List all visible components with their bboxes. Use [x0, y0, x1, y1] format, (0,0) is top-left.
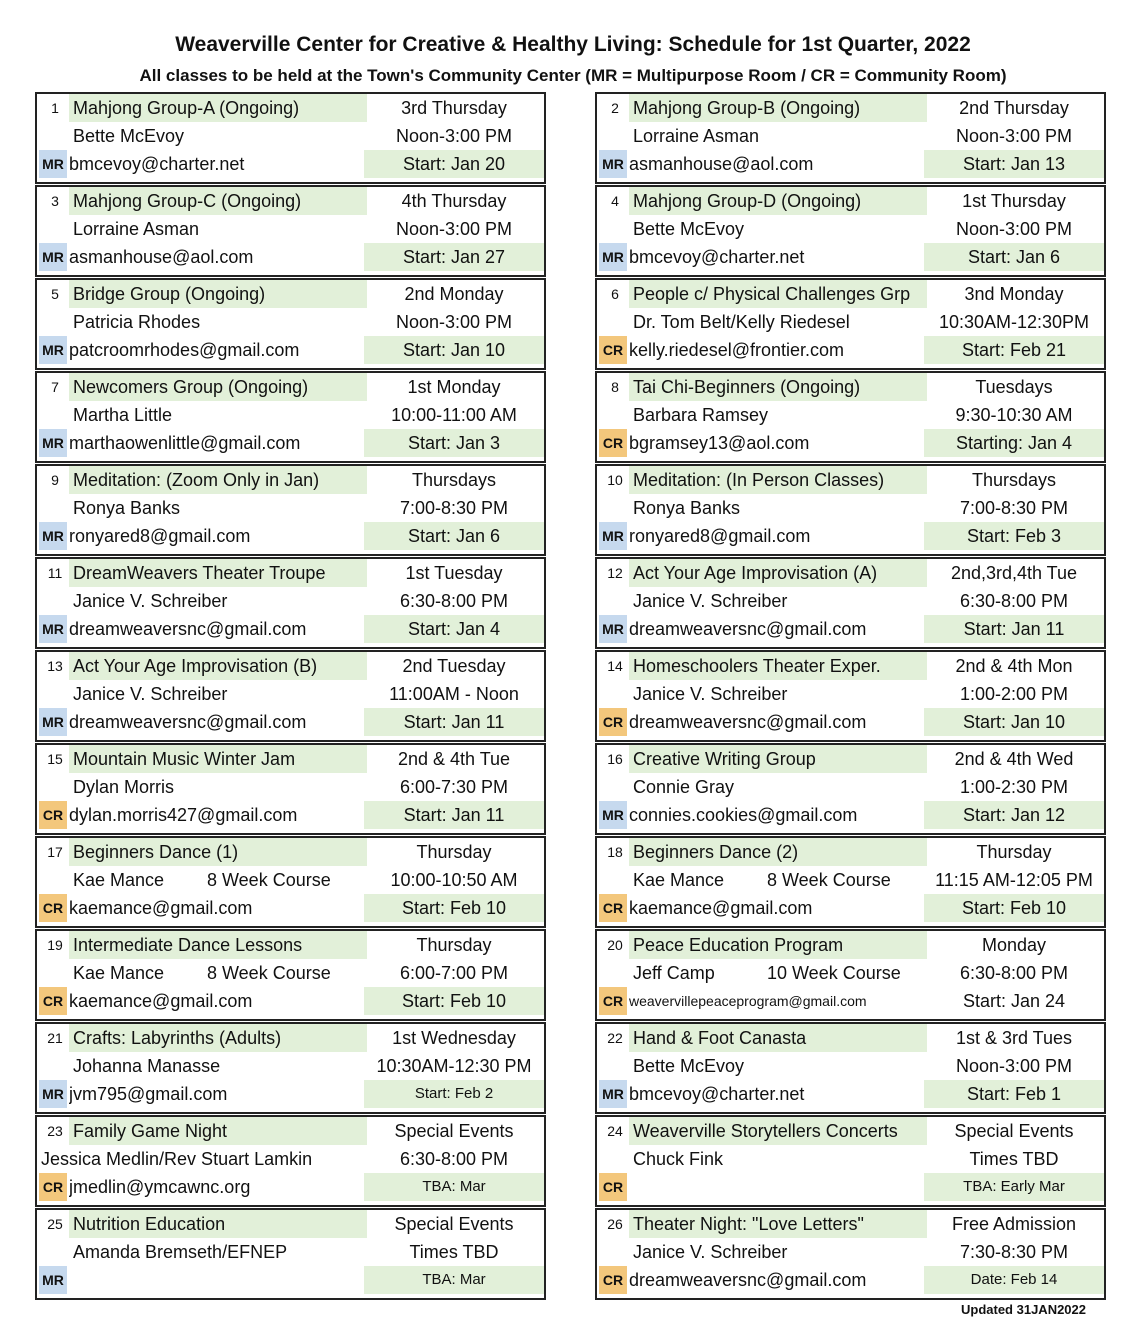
class-card — [35, 650, 546, 742]
start-date: Start: Feb 10 — [924, 894, 1104, 922]
leader-name: Johanna Manasse — [73, 1056, 221, 1076]
contact-email[interactable]: kaemance@gmail.com — [69, 991, 253, 1011]
contact-email[interactable]: asmanhouse@aol.com — [629, 154, 814, 174]
class-day: 3rd Thursday — [401, 98, 507, 118]
class-leader — [629, 1145, 927, 1173]
class-day: Monday — [981, 935, 1047, 955]
course-length: 8 Week Course — [767, 870, 891, 890]
room-badge: MR — [39, 336, 67, 364]
class-time: 6:00-7:30 PM — [399, 777, 509, 797]
class-time: 6:30-8:00 PM — [959, 963, 1069, 983]
class-name: Intermediate Dance Lessons — [69, 931, 367, 959]
class-number: 4 — [611, 193, 619, 209]
class-day: 1st Monday — [407, 377, 501, 397]
room-badge: MR — [599, 1080, 627, 1108]
class-leader — [629, 494, 927, 522]
class-number: 14 — [607, 658, 623, 674]
start-date: Date: Feb 14 — [924, 1266, 1104, 1294]
class-card — [595, 92, 1106, 184]
contact-email[interactable]: connies.cookies@gmail.com — [629, 805, 858, 825]
class-card — [35, 371, 546, 463]
room-badge: CR — [599, 708, 627, 736]
class-day: Tuesdays — [975, 377, 1053, 397]
class-time: 1:00-2:30 PM — [959, 777, 1069, 797]
contact-email[interactable] — [629, 1173, 929, 1201]
class-leader — [69, 587, 367, 615]
class-day: 4th Thursday — [401, 191, 507, 211]
class-card — [35, 1208, 546, 1300]
class-name: People c/ Physical Challenges Grp — [629, 280, 927, 308]
contact-email[interactable]: bmcevoy@charter.net — [69, 154, 245, 174]
class-card — [35, 278, 546, 370]
contact-email[interactable] — [69, 1266, 369, 1294]
class-card — [595, 185, 1106, 277]
class-time: Noon-3:00 PM — [955, 1056, 1073, 1076]
start-date: Start: Feb 2 — [364, 1080, 544, 1108]
room-badge: CR — [39, 1173, 67, 1201]
start-date: Start: Jan 27 — [364, 243, 544, 271]
contact-email[interactable]: dylan.morris427@gmail.com — [69, 805, 298, 825]
start-date: Start: Jan 12 — [924, 801, 1104, 829]
class-card — [595, 1115, 1106, 1207]
class-leader — [69, 308, 367, 336]
leader-name: Amanda Bremseth/EFNEP — [73, 1242, 288, 1262]
start-date: Start: Jan 3 — [364, 429, 544, 457]
class-time: 10:30AM-12:30PM — [938, 312, 1090, 332]
room-badge: MR — [39, 150, 67, 178]
class-leader — [629, 1238, 927, 1266]
class-number: 1 — [51, 100, 59, 116]
class-card — [595, 464, 1106, 556]
class-time: 6:30-8:00 PM — [959, 591, 1069, 611]
class-card — [35, 836, 546, 928]
contact-email[interactable]: jvm795@gmail.com — [69, 1084, 228, 1104]
contact-email[interactable]: ronyared8@gmail.com — [69, 526, 251, 546]
class-day: 2nd & 4th Mon — [955, 656, 1073, 676]
class-leader — [629, 587, 927, 615]
class-day: Special Events — [394, 1214, 514, 1234]
class-leader — [69, 215, 367, 243]
class-name: Act Your Age Improvisation (A) — [629, 559, 927, 587]
class-number: 11 — [47, 565, 63, 581]
leader-name: Jessica Medlin/Rev Stuart Lamkin — [41, 1149, 313, 1169]
class-name: Weaverville Storytellers Concerts — [629, 1117, 927, 1145]
class-number: 22 — [607, 1030, 623, 1046]
class-day: 2nd Thursday — [959, 98, 1069, 118]
room-badge: CR — [599, 1173, 627, 1201]
class-name: Bridge Group (Ongoing) — [69, 280, 367, 308]
class-leader — [69, 959, 367, 987]
class-time: 6:30-8:00 PM — [399, 591, 509, 611]
contact-email[interactable]: dreamweaversnc@gmail.com — [69, 712, 307, 732]
start-date: TBA: Early Mar — [924, 1173, 1104, 1201]
class-card — [595, 1022, 1106, 1114]
class-name: Beginners Dance (2) — [629, 838, 927, 866]
class-number: 21 — [47, 1030, 63, 1046]
contact-email[interactable]: dreamweaversnc@gmail.com — [69, 619, 307, 639]
start-date: Start: Feb 10 — [364, 987, 544, 1015]
start-date: Start: Jan 10 — [364, 336, 544, 364]
class-time: 11:15 AM-12:05 PM — [935, 870, 1093, 890]
class-name: Mahjong Group-A (Ongoing) — [69, 94, 367, 122]
class-name: Meditation: (In Person Classes) — [629, 466, 927, 494]
class-time: 10:00-10:50 AM — [390, 870, 518, 890]
start-date: Starting: Jan 4 — [924, 429, 1104, 457]
class-name: Homeschoolers Theater Exper. — [629, 652, 927, 680]
class-name: Act Your Age Improvisation (B) — [69, 652, 367, 680]
room-badge: MR — [39, 708, 67, 736]
start-date: Start: Feb 1 — [924, 1080, 1104, 1108]
leader-name: Bette McEvoy — [73, 126, 185, 146]
class-card — [595, 278, 1106, 370]
leader-name: Bette McEvoy — [633, 1056, 745, 1076]
class-name: Meditation: (Zoom Only in Jan) — [69, 466, 367, 494]
contact-email[interactable]: marthaowenlittle@gmail.com — [69, 433, 301, 453]
class-number: 10 — [607, 472, 623, 488]
class-number: 15 — [47, 751, 63, 767]
class-name: Tai Chi-Beginners (Ongoing) — [629, 373, 927, 401]
class-time: 6:30-8:00 PM — [399, 1149, 509, 1169]
leader-name: Bette McEvoy — [633, 219, 745, 239]
class-time: 1:00-2:00 PM — [959, 684, 1069, 704]
class-time: Times TBD — [969, 1149, 1059, 1169]
class-number: 20 — [607, 937, 623, 953]
contact-email[interactable]: bmcevoy@charter.net — [629, 1084, 805, 1104]
class-time: Noon-3:00 PM — [955, 126, 1073, 146]
updated-note: Updated 31JAN2022 — [961, 1302, 1086, 1317]
class-card — [595, 929, 1106, 1021]
class-leader — [629, 959, 927, 987]
start-date: TBA: Mar — [364, 1266, 544, 1294]
contact-email[interactable]: kaemance@gmail.com — [69, 898, 253, 918]
room-badge: MR — [599, 243, 627, 271]
contact-email[interactable]: dreamweaversnc@gmail.com — [629, 1270, 867, 1290]
class-day: 3nd Monday — [964, 284, 1064, 304]
contact-email[interactable]: bgramsey13@aol.com — [629, 433, 810, 453]
class-card — [595, 743, 1106, 835]
class-time: Noon-3:00 PM — [955, 219, 1073, 239]
class-leader — [69, 680, 367, 708]
contact-email[interactable]: kaemance@gmail.com — [629, 898, 813, 918]
contact-email[interactable]: bmcevoy@charter.net — [629, 247, 805, 267]
room-badge: CR — [599, 987, 627, 1015]
class-day: 2nd & 4th Tue — [397, 749, 511, 769]
contact-email[interactable]: dreamweaversnc@gmail.com — [629, 712, 867, 732]
start-date: Start: Jan 11 — [924, 615, 1104, 643]
class-number: 26 — [607, 1216, 623, 1232]
class-time: Noon-3:00 PM — [395, 126, 513, 146]
class-name: Beginners Dance (1) — [69, 838, 367, 866]
start-date: Start: Jan 10 — [924, 708, 1104, 736]
class-card — [35, 1115, 546, 1207]
room-badge: CR — [599, 894, 627, 922]
class-leader — [69, 866, 367, 894]
contact-email[interactable]: patcroomrhodes@gmail.com — [69, 340, 300, 360]
leader-name: Chuck Fink — [633, 1149, 724, 1169]
class-leader — [629, 866, 927, 894]
course-length: 8 Week Course — [207, 870, 331, 890]
room-badge: MR — [39, 1266, 67, 1294]
class-day: 2nd Monday — [404, 284, 504, 304]
class-time: 7:00-8:30 PM — [399, 498, 509, 518]
class-leader — [69, 773, 367, 801]
room-badge: MR — [39, 429, 67, 457]
start-date: Start: Jan 6 — [364, 522, 544, 550]
contact-email[interactable]: asmanhouse@aol.com — [69, 247, 254, 267]
class-leader — [629, 215, 927, 243]
class-card — [595, 650, 1106, 742]
room-badge: MR — [599, 801, 627, 829]
start-date: Start: Jan 11 — [364, 801, 544, 829]
class-number: 5 — [51, 286, 59, 302]
contact-email[interactable]: dreamweaversnc@gmail.com — [629, 619, 867, 639]
class-day: 1st & 3rd Tues — [955, 1028, 1073, 1048]
course-length: 8 Week Course — [207, 963, 331, 983]
start-date: Start: Feb 10 — [364, 894, 544, 922]
leader-name: Ronya Banks — [73, 498, 181, 518]
leader-name: Lorraine Asman — [633, 126, 760, 146]
class-card — [35, 743, 546, 835]
class-leader — [69, 1238, 367, 1266]
start-date: Start: Feb 21 — [924, 336, 1104, 364]
class-name: Mahjong Group-D (Ongoing) — [629, 187, 927, 215]
leader-name: Martha Little — [73, 405, 173, 425]
leader-name: Janice V. Schreiber — [633, 1242, 788, 1262]
class-name: Crafts: Labyrinths (Adults) — [69, 1024, 367, 1052]
class-day: Thursdays — [411, 470, 497, 490]
leader-name: Connie Gray — [633, 777, 735, 797]
class-time: 7:00-8:30 PM — [959, 498, 1069, 518]
start-date: TBA: Mar — [364, 1173, 544, 1201]
class-day: 1st Thursday — [962, 191, 1066, 211]
class-card — [595, 836, 1106, 928]
room-badge: MR — [39, 243, 67, 271]
room-badge: CR — [39, 987, 67, 1015]
contact-email[interactable]: kelly.riedesel@frontier.com — [629, 340, 845, 360]
class-number: 2 — [611, 100, 619, 116]
room-badge: CR — [599, 336, 627, 364]
contact-email[interactable]: weavervillepeaceprogram@gmail.com — [629, 993, 867, 1009]
class-number: 3 — [51, 193, 59, 209]
room-badge: MR — [39, 615, 67, 643]
class-leader — [629, 773, 927, 801]
class-leader — [629, 308, 927, 336]
leader-name: Kae Mance — [633, 870, 725, 890]
class-number: 12 — [607, 565, 623, 581]
class-card — [35, 185, 546, 277]
class-name: Creative Writing Group — [629, 745, 927, 773]
class-name: Hand & Foot Canasta — [629, 1024, 927, 1052]
room-badge: MR — [39, 1080, 67, 1108]
class-number: 13 — [47, 658, 63, 674]
start-date: Start: Jan 11 — [364, 708, 544, 736]
start-date: Start: Jan 6 — [924, 243, 1104, 271]
leader-name: Janice V. Schreiber — [633, 591, 788, 611]
class-time: 10:30AM-12:30 PM — [376, 1056, 532, 1076]
class-leader — [69, 122, 367, 150]
class-card — [35, 1022, 546, 1114]
start-date: Start: Feb 3 — [924, 522, 1104, 550]
class-day: 1st Wednesday — [392, 1028, 516, 1048]
room-badge: MR — [599, 150, 627, 178]
class-card — [35, 464, 546, 556]
class-leader — [629, 680, 927, 708]
class-time: 9:30-10:30 AM — [955, 405, 1073, 425]
class-leader — [629, 122, 927, 150]
class-day: 2nd Tuesday — [402, 656, 506, 676]
class-time: Noon-3:00 PM — [395, 312, 513, 332]
class-leader — [41, 1145, 367, 1173]
room-badge: CR — [599, 429, 627, 457]
leader-name: Patricia Rhodes — [73, 312, 201, 332]
class-name: Theater Night: "Love Letters" — [629, 1210, 927, 1238]
class-time: Times TBD — [409, 1242, 499, 1262]
class-name: Mahjong Group-C (Ongoing) — [69, 187, 367, 215]
start-date: Start: Jan 24 — [962, 991, 1066, 1011]
start-date: Start: Jan 13 — [924, 150, 1104, 178]
class-leader — [69, 494, 367, 522]
class-name: Mahjong Group-B (Ongoing) — [629, 94, 927, 122]
room-badge: CR — [39, 801, 67, 829]
class-leader — [629, 1052, 927, 1080]
class-number: 18 — [607, 844, 623, 860]
class-day: Thursday — [416, 935, 492, 955]
class-number: 16 — [607, 751, 623, 767]
class-leader — [629, 401, 927, 429]
start-date: Start: Jan 20 — [364, 150, 544, 178]
page-subtitle: All classes to be held at the Town's Community Center (MR = Multipurpose Room / CR = Community Room) — [139, 66, 1007, 85]
class-card — [595, 557, 1106, 649]
class-day: Thursday — [976, 842, 1052, 862]
class-time: 6:00-7:00 PM — [399, 963, 509, 983]
class-number: 7 — [51, 379, 59, 395]
leader-name: Jeff Camp — [633, 963, 715, 983]
room-badge: CR — [599, 1266, 627, 1294]
course-length: 10 Week Course — [767, 963, 901, 983]
leader-name: Ronya Banks — [633, 498, 741, 518]
class-day: 1st Tuesday — [405, 563, 503, 583]
class-card — [595, 371, 1106, 463]
contact-email[interactable]: ronyared8@gmail.com — [629, 526, 811, 546]
class-leader — [69, 1052, 367, 1080]
class-name: Newcomers Group (Ongoing) — [69, 373, 367, 401]
class-name: Nutrition Education — [69, 1210, 367, 1238]
class-day: Special Events — [954, 1121, 1074, 1141]
page-title: Weaverville Center for Creative & Healthy Living: Schedule for 1st Quarter, 2022 — [175, 33, 971, 56]
class-time: 10:00-11:00 AM — [391, 405, 517, 425]
leader-name: Lorraine Asman — [73, 219, 200, 239]
class-number: 23 — [47, 1123, 63, 1139]
room-badge: CR — [39, 894, 67, 922]
class-name: Family Game Night — [69, 1117, 367, 1145]
leader-name: Kae Mance — [73, 963, 165, 983]
class-day: Free Admission — [951, 1214, 1077, 1234]
start-date: Start: Jan 4 — [364, 615, 544, 643]
class-day: Thursdays — [971, 470, 1057, 490]
leader-name: Dr. Tom Belt/Kelly Riedesel — [633, 312, 850, 332]
class-number: 25 — [47, 1216, 63, 1232]
class-day: Special Events — [394, 1121, 514, 1141]
class-number: 8 — [611, 379, 619, 395]
class-card — [595, 1208, 1106, 1300]
class-day: Thursday — [416, 842, 492, 862]
class-card — [35, 557, 546, 649]
leader-name: Kae Mance — [73, 870, 165, 890]
class-time: 11:00AM - Noon — [389, 684, 519, 704]
class-leader — [69, 401, 367, 429]
class-card — [35, 929, 546, 1021]
class-name: Peace Education Program — [629, 931, 927, 959]
class-number: 9 — [51, 472, 59, 488]
room-badge: MR — [39, 522, 67, 550]
class-day: 2nd,3rd,4th Tue — [950, 563, 1078, 583]
class-number: 6 — [611, 286, 619, 302]
contact-email[interactable]: jmedlin@ymcawnc.org — [69, 1177, 251, 1197]
class-number: 17 — [47, 844, 63, 860]
room-badge: MR — [599, 522, 627, 550]
class-number: 24 — [607, 1123, 623, 1139]
class-name: DreamWeavers Theater Troupe — [69, 559, 367, 587]
class-number: 19 — [47, 937, 63, 953]
leader-name: Dylan Morris — [73, 777, 175, 797]
class-name: Mountain Music Winter Jam — [69, 745, 367, 773]
leader-name: Janice V. Schreiber — [633, 684, 788, 704]
class-time: 7:30-8:30 PM — [959, 1242, 1069, 1262]
class-card — [35, 92, 546, 184]
leader-name: Barbara Ramsey — [633, 405, 769, 425]
leader-name: Janice V. Schreiber — [73, 591, 228, 611]
class-time: Noon-3:00 PM — [395, 219, 513, 239]
class-day: 2nd & 4th Wed — [954, 749, 1074, 769]
leader-name: Janice V. Schreiber — [73, 684, 228, 704]
room-badge: MR — [599, 615, 627, 643]
